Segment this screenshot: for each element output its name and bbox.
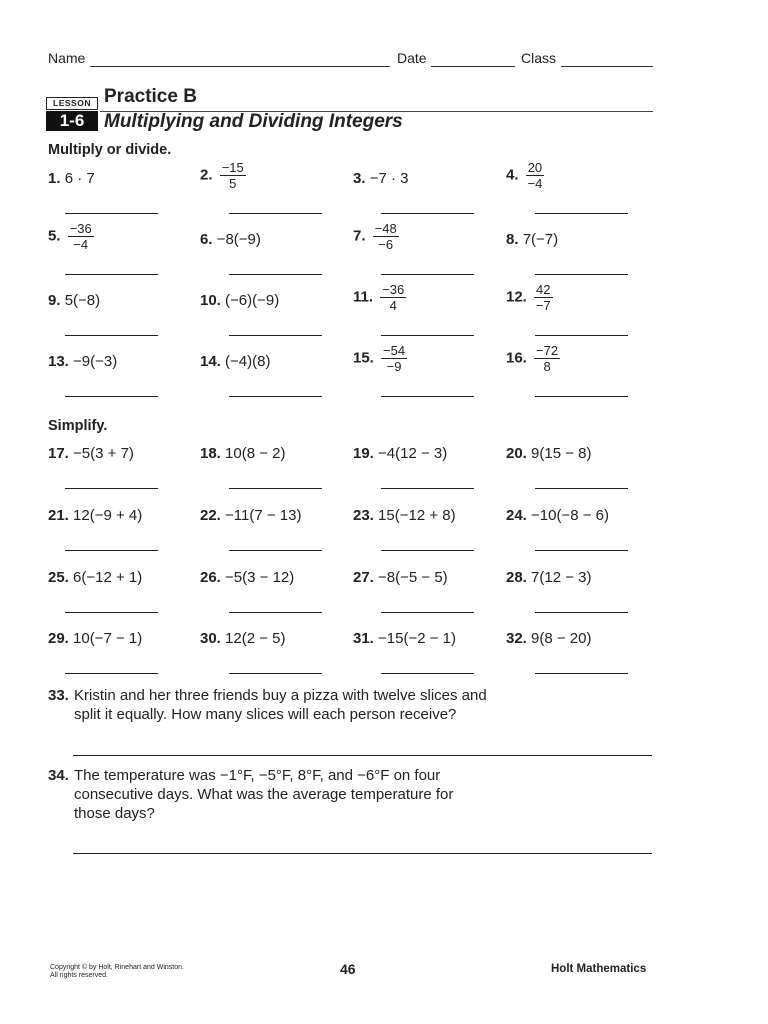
expression: 6(−12 + 1)	[73, 569, 143, 586]
expression: 10(−7 − 1)	[73, 630, 143, 647]
word-problem-line: those days?	[74, 805, 155, 822]
lesson-number: 1-6	[46, 111, 98, 131]
numerator: −15	[221, 160, 244, 175]
word-problem-line: Kristin and her three friends buy a pizza with twelve slices and	[74, 687, 487, 704]
problem-30	[200, 630, 286, 648]
fraction	[534, 283, 552, 312]
expression: −5(3 + 7)	[73, 445, 134, 462]
problem-27	[353, 569, 448, 587]
fraction	[220, 161, 246, 190]
problem-18	[200, 445, 286, 463]
denominator: −7	[535, 298, 551, 313]
problem-number: 26.	[200, 569, 221, 586]
expression: −15(−2 − 1)	[378, 630, 457, 647]
numerator: 20	[527, 160, 543, 175]
expression: 9(8 − 20)	[531, 630, 592, 647]
word-problem-34-text	[74, 766, 453, 823]
problem-24	[506, 507, 609, 525]
denominator: 5	[229, 176, 237, 191]
problem-1	[48, 170, 95, 188]
section-multiply-heading: Multiply or divide.	[48, 142, 172, 158]
answer-line-8[interactable]	[535, 274, 628, 275]
answer-line-14[interactable]	[229, 396, 322, 397]
numerator: −54	[383, 343, 406, 358]
copyright-line: Copyright © by Holt, Rinehart and Winston.	[50, 964, 184, 971]
problem-26	[200, 569, 294, 587]
problem-17	[48, 445, 134, 463]
problem-15	[353, 344, 407, 373]
problem-2	[200, 161, 246, 190]
expression: 12(−9 + 4)	[73, 507, 143, 524]
problem-number: 21.	[48, 507, 69, 524]
problem-5	[48, 222, 94, 251]
fraction	[380, 283, 406, 312]
answer-line-18[interactable]	[229, 488, 322, 489]
numerator: −36	[69, 221, 92, 236]
problem-number: 1.	[48, 170, 61, 187]
problem-7	[353, 222, 399, 251]
problem-32	[506, 630, 592, 648]
denominator: −6	[378, 237, 394, 252]
fraction	[534, 344, 560, 373]
answer-line-7[interactable]	[381, 274, 474, 275]
fraction	[373, 222, 399, 251]
problem-number: 11.	[353, 288, 374, 306]
problem-number: 9.	[48, 292, 61, 309]
answer-line-19[interactable]	[381, 488, 474, 489]
expression: −8(−9)	[216, 231, 261, 248]
answer-line-25[interactable]	[65, 612, 158, 613]
expression: 9(15 − 8)	[531, 445, 592, 462]
problem-number: 15.	[353, 349, 374, 367]
answer-line-22[interactable]	[229, 550, 322, 551]
rights-line: All rights reserved.	[50, 972, 108, 979]
problem-number: 28.	[506, 569, 527, 586]
expression: −8(−5 − 5)	[378, 569, 448, 586]
answer-line-13[interactable]	[65, 396, 158, 397]
word-answer-line-33[interactable]	[73, 755, 652, 756]
expression: (−6)(−9)	[225, 292, 280, 309]
answer-line-30[interactable]	[229, 673, 322, 674]
problem-20	[506, 445, 592, 463]
denominator: −9	[386, 359, 402, 374]
date-label: Date	[397, 50, 427, 66]
answer-line-16[interactable]	[535, 396, 628, 397]
answer-line-1[interactable]	[65, 213, 158, 214]
page-number: 46	[340, 961, 356, 977]
expression: −11(7 − 13)	[225, 507, 302, 524]
problem-number: 14.	[200, 353, 221, 370]
answer-line-20[interactable]	[535, 488, 628, 489]
numerator: −36	[382, 282, 405, 297]
numerator: 42	[536, 282, 551, 297]
word-problem-line: split it equally. How many slices will each person receive?	[74, 706, 457, 723]
answer-line-27[interactable]	[381, 612, 474, 613]
answer-line-28[interactable]	[535, 612, 628, 613]
class-label: Class	[521, 50, 557, 66]
name-label: Name	[48, 50, 86, 66]
problem-31	[353, 630, 456, 648]
numerator: −72	[536, 343, 559, 358]
expression: 5(−8)	[64, 292, 101, 309]
expression: 15(−12 + 8)	[378, 507, 456, 524]
problem-12	[506, 283, 553, 312]
problem-number: 22.	[200, 507, 221, 524]
problem-9	[48, 292, 100, 310]
expression: 7(12 − 3)	[531, 569, 592, 586]
problem-number: 3.	[353, 170, 366, 187]
answer-line-31[interactable]	[381, 673, 474, 674]
problem-number: 8.	[506, 231, 519, 248]
word-problem-33-text	[74, 686, 487, 724]
problem-11	[353, 283, 406, 312]
problem-25	[48, 569, 142, 587]
expression: 10(8 − 2)	[225, 445, 286, 462]
expression: 7(−7)	[522, 231, 559, 248]
expression: −9(−3)	[73, 353, 118, 370]
answer-line-32[interactable]	[535, 673, 628, 674]
name-field[interactable]	[90, 66, 390, 67]
problem-number: 27.	[353, 569, 374, 586]
problem-6	[200, 231, 261, 249]
problem-10	[200, 292, 279, 310]
answer-line-9[interactable]	[65, 335, 158, 336]
answer-line-4[interactable]	[535, 213, 628, 214]
word-answer-line-34[interactable]	[73, 853, 652, 854]
answer-line-11[interactable]	[381, 335, 474, 336]
problem-number: 24.	[506, 507, 527, 524]
problem-number: 12.	[506, 288, 527, 306]
word-problem-line: The temperature was −1°F, −5°F, 8°F, and −6°F on four	[74, 767, 441, 784]
expression: 6 · 7	[64, 170, 95, 187]
answer-line-12[interactable]	[535, 335, 628, 336]
problem-4	[506, 161, 544, 190]
problem-22	[200, 507, 301, 525]
expression: −4(12 − 3)	[378, 445, 448, 462]
denominator: 4	[389, 298, 397, 313]
denominator: 8	[543, 359, 551, 374]
expression: −5(3 − 12)	[225, 569, 295, 586]
answer-line-29[interactable]	[65, 673, 158, 674]
problem-3	[353, 170, 408, 188]
fraction	[381, 344, 407, 373]
answer-line-6[interactable]	[229, 274, 322, 275]
problem-23	[353, 507, 456, 525]
word-problem-number: 34.	[48, 767, 69, 784]
problem-8	[506, 231, 558, 249]
class-field[interactable]	[561, 66, 653, 67]
answer-line-23[interactable]	[381, 550, 474, 551]
problem-number: 25.	[48, 569, 69, 586]
lesson-label: LESSON	[46, 97, 98, 110]
answer-line-26[interactable]	[229, 612, 322, 613]
word-problem-line: consecutive days. What was the average temperature for	[74, 786, 454, 803]
expression: (−4)(8)	[225, 353, 271, 370]
fraction	[526, 161, 544, 190]
word-problem-number: 33.	[48, 687, 69, 704]
problem-13	[48, 353, 117, 371]
expression: 12(2 − 5)	[225, 630, 286, 647]
problem-number: 7.	[353, 227, 366, 245]
problem-21	[48, 507, 142, 525]
copyright-notice	[50, 964, 184, 980]
date-field[interactable]	[431, 66, 515, 67]
problem-29	[48, 630, 142, 648]
problem-19	[353, 445, 447, 463]
problem-number: 29.	[48, 630, 69, 647]
problem-number: 31.	[353, 630, 374, 647]
answer-line-10[interactable]	[229, 335, 322, 336]
numerator: −48	[374, 221, 397, 236]
practice-title: Practice B	[104, 86, 197, 107]
expression: −10(−8 − 6)	[531, 507, 610, 524]
answer-line-15[interactable]	[381, 396, 474, 397]
denominator: −4	[73, 237, 89, 252]
denominator: −4	[527, 176, 543, 191]
problem-number: 10.	[200, 292, 221, 309]
answer-line-21[interactable]	[65, 550, 158, 551]
fraction	[68, 222, 94, 251]
problem-number: 17.	[48, 445, 69, 462]
answer-line-24[interactable]	[535, 550, 628, 551]
answer-line-5[interactable]	[65, 274, 158, 275]
problem-number: 32.	[506, 630, 527, 647]
problem-number: 30.	[200, 630, 221, 647]
answer-line-3[interactable]	[381, 213, 474, 214]
problem-number: 20.	[506, 445, 527, 462]
problem-number: 13.	[48, 353, 69, 370]
problem-16	[506, 344, 560, 373]
problem-28	[506, 569, 592, 587]
problem-number: 2.	[200, 166, 213, 184]
problem-number: 4.	[506, 166, 519, 184]
problem-number: 16.	[506, 349, 527, 367]
problem-number: 19.	[353, 445, 374, 462]
publisher-name: Holt Mathematics	[551, 963, 647, 975]
answer-line-17[interactable]	[65, 488, 158, 489]
problem-14	[200, 353, 270, 371]
problem-number: 23.	[353, 507, 374, 524]
expression: −7 · 3	[369, 170, 409, 187]
problem-number: 18.	[200, 445, 221, 462]
problem-number: 5.	[48, 227, 61, 245]
answer-line-2[interactable]	[229, 213, 322, 214]
section-simplify-heading: Simplify.	[48, 418, 108, 434]
problem-number: 6.	[200, 231, 213, 248]
lesson-title: Multiplying and Dividing Integers	[104, 111, 403, 132]
